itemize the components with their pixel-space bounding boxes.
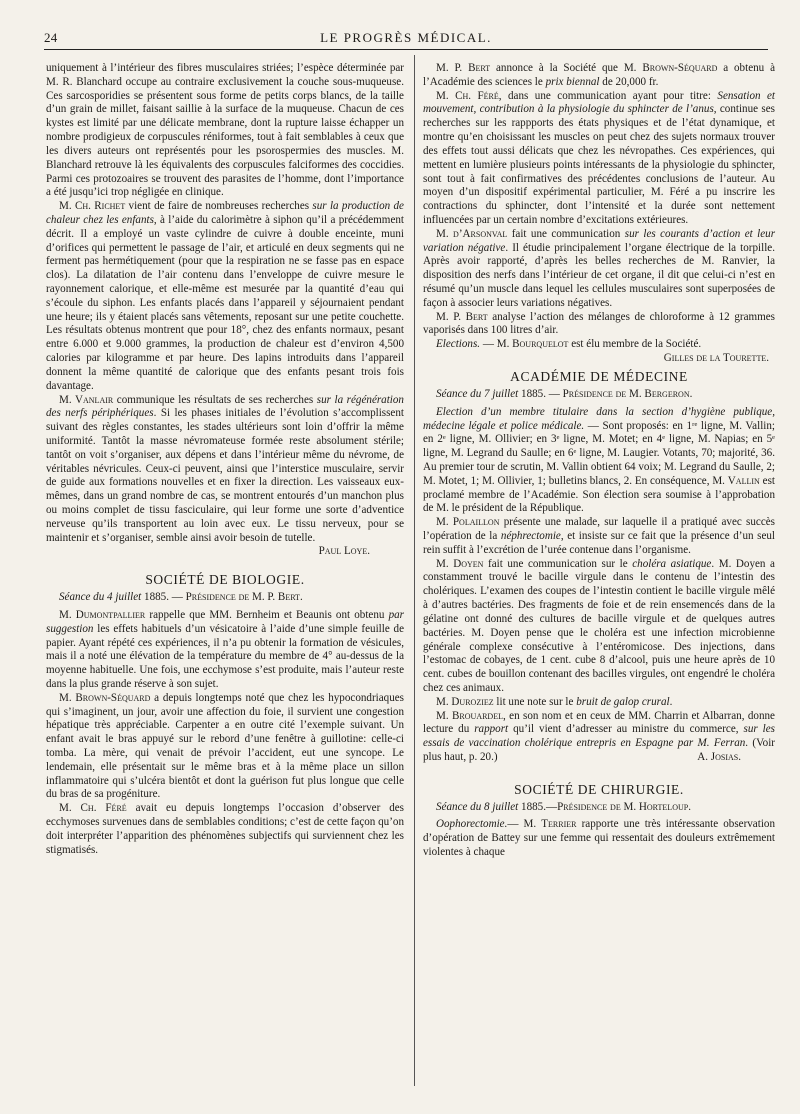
paragraph-vanlair: M. Vanlair communique les résultats de ses recherches sur la régénération des nerfs périphériques. Si les phases initiales de l’évolution s’accomplissent suivant des règles constantes, les stades ultérieurs sont loin d’offrir la même uniformité. Tantôt la masse névromateuse formée reste absolument stérile; tantôt on voit s’organiser, aux dépens et dans l’intérieur même du névrome, de véritables névricules. Ceux-ci peuvent, ainsi que l’interstice musculaire, servir de guide aux formations nouvelles et en fixer la direction. Les vaisseaux eux-mêmes, dans un grand nombre de cas, se montrent entourés d’un manchon plus ou moins complet de tissu fasciculaire, qui leur forme une sorte d’adventice nerveuse qu’ils transportent au loin avec eux. Le tissu nerveux, pour se maintenir et s’organiser, semble ainsi avoir besoin de tutelle. Paul Loye.	[46, 393, 404, 558]
paragraph-bert-chloroforme: M. P. Bert analyse l’action des mélanges de chloroforme à 12 grammes vaporisés dans 100 litres d’air.	[423, 310, 775, 337]
paragraph-richet: M. Ch. Richet vient de faire de nombreuses recherches sur la production de chaleur chez les enfants, à l’aide du calorimètre à siphon qu’il a précédemment décrit. Il a employé un vaste cylindre de cuivre à double enceinte, muni d’orifices qui permettent le passage de l’air, et articulé en deux segments qui ne ferment pas hermétiquement (pour que la respiration ne se fasse pas en espace clos). La dilatation de l’air contenu dans l’enveloppe de cuivre mesure le rayonnement calorique, et elle-même est mesurée par la quantité d’eau qui s’écoule du siphon. Les enfants placés dans l’appareil y séjournaient pendant une heure; ils y étaient placés sans vêtements, reposant sur une petite couchette. Les résultats obtenus montrent que pour 18°, chez des enfants normaux, pesant entre 6.000 et 9.000 grammes, la production de chaleur est d’environ 4,500 calories par kilogramme et par heure. Des lapins introduits dans l’appareil donnent la même quantité de calorique que des enfants pesant trois fois davantage.	[46, 200, 404, 392]
paragraph-polaillon: M. Polaillon présente une malade, sur laquelle il a pratiqué avec succès l’opération de la néphrectomie, et insiste sur ce fait que la présence d’un seul rein suffit à l’excrétion de l’urée contenue dans l’organisme.	[423, 516, 775, 556]
paragraph-fere-sphincter: M. Ch. Féré, dans une communication ayant pour titre: Sensation et mouvement, contribution à la physiologie du sphincter de l’anus, continue ses recherches sur les rappports des états physiques et de l’état dynamique, et montre qu’en choisissant les muscles on peut chez des sujets normaux trouver des effets tout aussi délicats que chez les névropathes. Ces expériences, qui mettent en lumière plusieurs points intéressants de la physiologie du sphincter, sont tout à fait confirmatives des précédentes conclusions de l’auteur. Au moyen d’un dispositif expérimental particulier, M. Féré a pu inscrire les contractions du sphincter, dont l’intensité et la durée sont nettement influencées par un certain nombre d’excitations extérieures.	[423, 89, 776, 226]
paragraph-fere: M. Ch. Féré avait eu depuis longtemps l’occasion d’observer des ecchymoses survenues dans de semblables conditions; c’est de cette façon qu’on doit interpréter l’apparition des phénomènes subjectifs qui surviennent chez les stigmatisés.	[46, 802, 404, 856]
author-name: M. Dumontpallier	[59, 608, 146, 621]
seance-line-chirurgie: Séance du 8 juillet 1885.—Présidence de M. Horteloup.	[436, 800, 691, 813]
signature: Paul Loye.	[318, 545, 370, 558]
paragraph-elections: Elections. — M. Bourquelot est élu membre de la Société. Gilles de la Tourette.	[423, 338, 775, 352]
right-column	[423, 62, 775, 860]
paragraph-brown-sequard: M. Brown-Séquard a depuis longtemps noté que chez les hypocondriaques qui s’imaginent, un jour, avoir une affection du foie, il survient une congestion hépatique très appréciable. Carpenter a en outre cité l’exemple suivant. Un enfant avait le bras appuyé sur le rebord d’une fenêtre à guillotine: celle-ci tomba. La mère, qui venait de prévoir l’accident, eut une syncope. Le lendemain, elle présentait sur le même bras et à la même place un sillon inflammatoire qui s’ulcéra bientôt et dont la guérison fut plus longue que celle du bras de sa progéniture.	[46, 691, 404, 801]
journal-title: LE PROGRÈS MÉDICAL.	[320, 30, 492, 45]
section-title-chirurgie: SOCIÉTÉ DE CHIRURGIE.	[514, 781, 684, 797]
author-name: M. Ch. Richet	[59, 200, 126, 213]
section-title-biologie: SOCIÉTÉ DE BIOLOGIE.	[145, 572, 305, 588]
left-column	[46, 62, 404, 858]
paragraph-darsonval: M. d’Arsonval fait une communication sur les courants d’action et leur variation négative. Il étudie principalement l’organe électrique de la torpille. Après avoir rapporté, d’après les belles recherches de M. Ranvier, la disposition des nerfs dans l’intérieur de cet organe, il dit que celui-ci n’est en résumé qu’un muscle dans lequel les cellules musculaires sont superposées de façon à associer leurs variations négatives.	[423, 227, 776, 309]
paragraph-brouardel: M. Brouardel, en son nom et en ceux de MM. Charrin et Albarran, donne lecture du rapport qu’il vient d’adresser au ministre du commerce, sur les essais de vaccination cholérique entrepris en Espagne par M. Ferran. (Voir plus haut, p. 20.) A. Josias.	[423, 709, 775, 763]
signature: A. Josias.	[697, 751, 741, 763]
seance-line-biologie: Séance du 4 juillet 1885. — Présidence de M. P. Bert.	[59, 591, 303, 604]
page-number: 24	[44, 30, 58, 45]
header-rule	[44, 49, 768, 50]
column-divider	[414, 55, 415, 1086]
paragraph-duroziez: M. Duroziez lit une note sur le bruit de galop crural.	[436, 695, 673, 708]
running-header	[44, 30, 768, 46]
author-name: M. Vanlair	[59, 393, 114, 406]
paragraph-dumontpallier: M. Dumontpallier rappelle que MM. Bernheim et Beaunis ont obtenu par suggestion les effets habituels d’un vésicatoire à l’aide d’une simple feuille de papier. Ayant répété ces expériences, il n’a pu obtenir la formation de vésicules, mais il a noté une élévation de la température du membre de 4° au-dessus de la moyenne habituelle. Une fois, une ecchymose s’est produite, mais l’auteur reste dans la plus grande réserve à son sujet.	[46, 608, 404, 690]
signature: Gilles de la Tourette.	[663, 352, 769, 365]
paragraph-bert-prix: M. P. Bert annonce à la Société que M. Brown-Séquard a obtenu à l’Académie des sciences le prix biennal de 20,000 fr.	[423, 62, 775, 88]
paragraph-election-vallin: Election d’un membre titulaire dans la section d’hygiène publique, médecine légale et police médicale. — Sont proposés: en 1ʳᵉ ligne, M. Vallin; en 2ᵉ ligne, M. Ollivier; en 3ᵉ ligne, M. Motet; en 4ᵉ ligne, M. Napias; en 5ᵉ ligne, M. Legrand du Saulle; en 6ᵉ ligne, M. Laugier. Votants, 70; majorité, 36. Au premier tour de scrutin, M. Vallin obtient 64 voix; M. Legrand du Saulle, 2; M. Motet, 1; M. Ollivier, 1; bulletins blancs, 2. En conséquence, M. Vallin est proclamé membre de l’Académie. Son élection sera soumise à l’approbation de M. le président de la République.	[423, 405, 775, 515]
paragraph-sarcosporidies: uniquement à l’intérieur des fibres musculaires striées; l’espèce déterminée par M. R. Blanchard occupe au contraire exclusivement la couche sous-muqueuse. Ces sarcosporidies se présentent sous forme de petits corps blancs, de la taille d’un grain de millet, faisant saillie à la surface de la muqueuse. Chacun de ces kystes est limité par une délicate membrane, dont la rupture laisse échapper un nombre prodigieux de corpuscules réniformes, tout à fait semblables à ceux que les divers auteurs ont représentés pour les psorospermies des muscles. M. Blanchard retrouve là les équivalents des corpuscules falciformes des coccidies. Parmi ces protozoaires se trouvent des parasites de l’homme, dont l’importance a été jusqu’ici trop négligée en clinique.	[46, 62, 404, 199]
seance-line-academie: Séance du 7 juillet 1885. — Présidence de M. Bergeron.	[436, 387, 693, 400]
paragraph-doyen: M. Doyen fait une communication sur le choléra asiatique. M. Doyen a constamment trouvé le bacille virgule dans le contenu de l’intestin des cholériques. L’examen des coupes de l’intestin contient le bacille virgule mêlé à d’autres bactéries. Des fragments de foie et de rein ensemencés dans de la gélatine ont donné des cultures de bacille virgule et de quelques autres bactéries. M. Doyen pense que le choléra est une infection microbienne générale complexe consécutive à l’entéromicose. Des injections, dans l’estomac de cobayes, de 1 cent. cube 8 d’alcool, puis une heure après de 10 cent. cubes de bouillon contenant des bacilles virgules, ont engendré le choléra chez ces animaux.	[423, 557, 775, 694]
paragraph-oophorectomie: Oophorectomie.— M. Terrier rapporte une très intéressante observation d’opération de Battey sur une femme qui ressentait des douleurs extrêmement violentes à chaque	[423, 818, 775, 859]
author-name: M. Brown-Séquard	[59, 691, 151, 704]
author-name: M. Ch. Féré	[59, 802, 127, 815]
section-title-academie: ACADÉMIE DE MÉDECINE	[510, 369, 688, 385]
